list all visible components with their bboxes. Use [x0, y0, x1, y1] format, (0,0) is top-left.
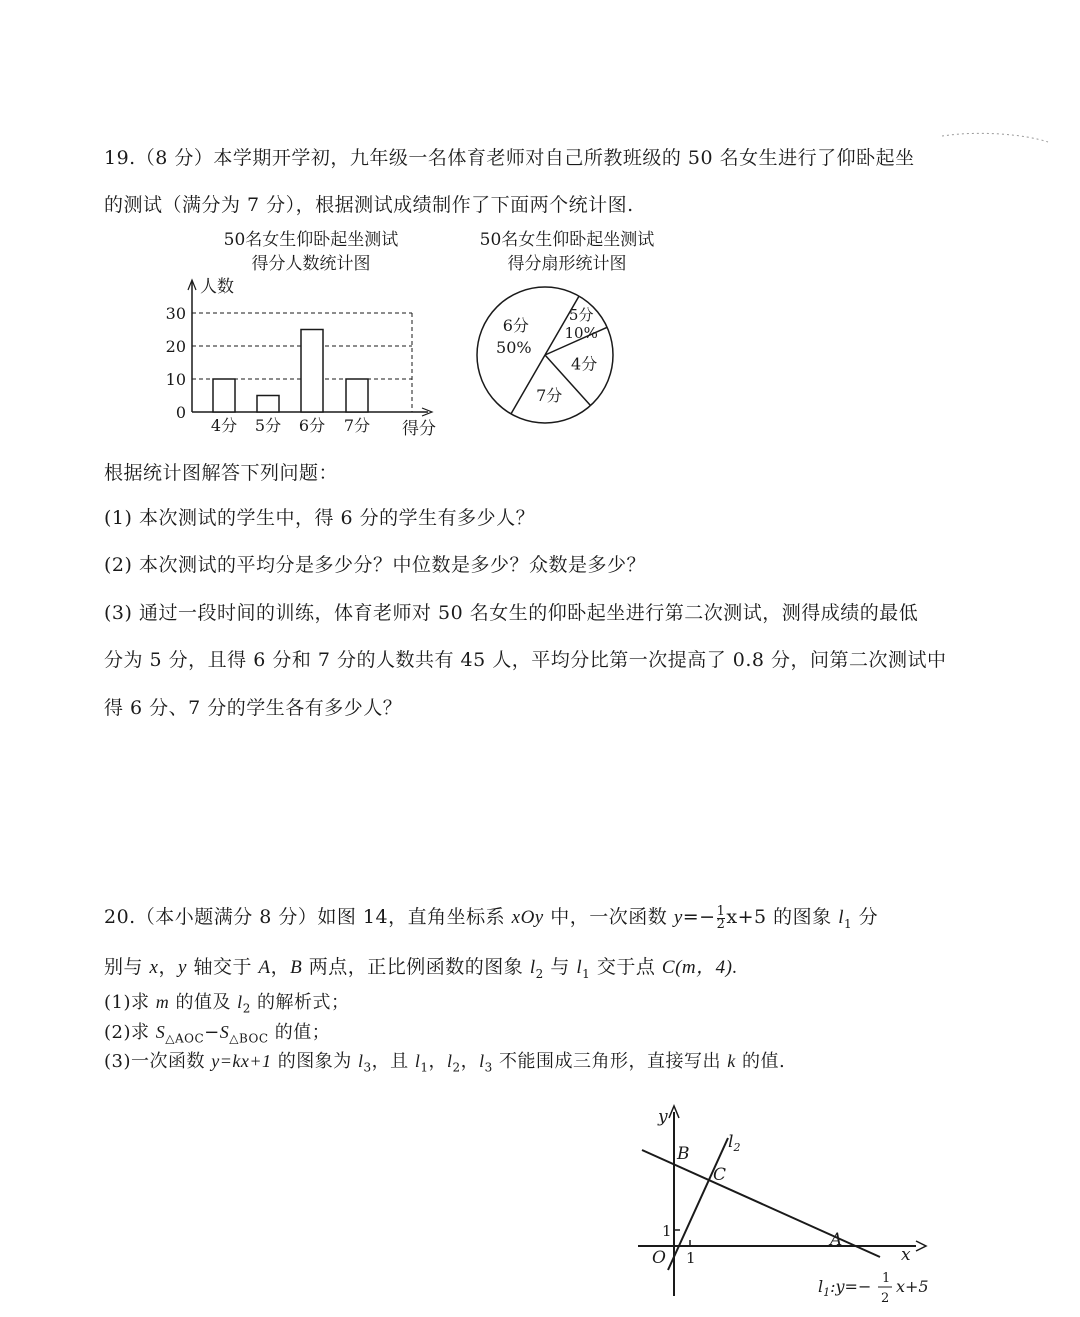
q20-l2-letter: l — [529, 957, 536, 978]
label-origin: O — [652, 1248, 666, 1268]
q20-p1b: 的值及 — [169, 992, 238, 1013]
x-axis-arrow — [916, 1241, 926, 1251]
q20-eq-rest: x+5 — [726, 906, 767, 928]
label-x-axis: x — [901, 1245, 911, 1265]
q20-line2e: 交于点 — [590, 956, 662, 978]
q19-part3-c: 得 6 分、7 分的学生各有多少人？ — [104, 697, 403, 719]
label-l2-letter: l — [728, 1132, 734, 1152]
q19-part2: (2) 本次测试的平均分是多少分？中位数是多少？众数是多少？ — [104, 554, 646, 576]
q20-p3-sub3: 3 — [363, 1060, 372, 1075]
q20-line2b: 轴交于 — [186, 956, 259, 978]
label-one-y: 1 — [662, 1222, 672, 1240]
q20-s2: S — [219, 1022, 230, 1042]
label-l2-sub: 2 — [733, 1141, 741, 1154]
pie-title-line1: 50名女生仰卧起坐测试 — [479, 230, 655, 250]
q20-part1 — [104, 988, 350, 1016]
figure-14 — [620, 1100, 950, 1310]
label-point-c: C — [713, 1165, 727, 1185]
q20-p2a: (2)求 — [104, 1022, 156, 1043]
label-l1-frac-den: 2 — [881, 1291, 890, 1306]
q20-p1-l: l — [237, 992, 243, 1012]
y-tick-10: 10 — [165, 370, 186, 389]
q20-s1: S — [155, 1022, 166, 1042]
x-axis-label: 得分 — [402, 419, 436, 439]
pie-pct-6: 50% — [496, 338, 532, 357]
q20-head-mid: 中，一次函数 — [543, 906, 674, 928]
bar-title-line2: 得分人数统计图 — [251, 254, 371, 274]
label-l1-sub: 1 — [823, 1286, 831, 1299]
q20-p1c: 的解析式； — [250, 992, 350, 1013]
q20-line2c: 两点，正比例函数的图象 — [302, 956, 530, 978]
q20-p3a: (3)一次函数 — [104, 1051, 212, 1072]
q20-p3b: 的图象为 — [271, 1051, 358, 1072]
q20-part3 — [104, 1047, 785, 1075]
q20-p2b: 的值； — [268, 1022, 331, 1043]
y-axis-label: 人数 — [200, 277, 234, 297]
pie-label-4: 4分 — [571, 354, 598, 374]
x-tick-5分: 5分 — [254, 416, 282, 435]
q20-p1-sub: 2 — [242, 1001, 251, 1016]
q20-head: 20.（本小题满分 8 分）如图 14，直角坐标系 — [104, 906, 512, 928]
q20-comma1: ， — [158, 956, 178, 978]
q20-line1 — [104, 902, 878, 931]
label-l1-eq — [818, 1277, 871, 1299]
q20-A: A — [258, 957, 271, 978]
q20-fraction — [716, 903, 726, 932]
q20-x: x — [149, 957, 159, 978]
q20-p3e: 的值. — [735, 1051, 786, 1072]
pie-chart-title — [462, 228, 672, 276]
q20-k: k — [727, 1051, 736, 1071]
label-l1-frac-num: 1 — [882, 1271, 891, 1286]
q20-frac-den: 2 — [716, 916, 726, 932]
y-tick-0: 0 — [175, 403, 186, 422]
q20-B: B — [290, 957, 303, 978]
q20-p3-l1: l — [414, 1051, 421, 1071]
x-tick-7分: 7分 — [343, 416, 371, 435]
q20-l1: l — [838, 907, 844, 928]
y-tick-30: 30 — [165, 304, 186, 323]
y-tick-20: 20 — [165, 337, 186, 356]
q20-p3eq: y=kx+1 — [211, 1051, 272, 1071]
line-l1 — [642, 1150, 880, 1257]
x-tick-4分: 4分 — [210, 416, 238, 435]
q20-xoy: xOy — [511, 907, 544, 928]
label-l1-letter: l — [818, 1277, 824, 1296]
q20-p3-l2: l — [446, 1051, 453, 1071]
pie-chart — [470, 285, 630, 435]
q20-eq-y: y — [673, 907, 683, 928]
bar-chart-title — [206, 228, 416, 276]
q20-p3-sub2: 2 — [452, 1060, 461, 1075]
q20-p3-sub3b: 3 — [484, 1060, 493, 1075]
label-l1-eq-b: x+5 — [896, 1277, 929, 1296]
q20-line2d: 与 — [543, 956, 577, 978]
q20-line2 — [104, 952, 738, 981]
pie-title-line2: 得分扇形统计图 — [507, 254, 627, 274]
label-one-x: 1 — [686, 1249, 696, 1267]
q20-part2 — [104, 1018, 330, 1046]
pie-pct-5: 10% — [564, 324, 598, 343]
q20-frac-num: 1 — [716, 903, 726, 919]
q20-y: y — [178, 957, 187, 978]
q20-m: m — [155, 992, 170, 1012]
q20-p3-comma2: ， — [460, 1051, 480, 1072]
q20-head-tail: 的图象 — [766, 906, 839, 928]
bar-5分 — [257, 396, 279, 413]
q20-minus: − — [204, 1022, 220, 1043]
q20-comma2: ， — [270, 956, 291, 978]
q20-l1-letter: l — [576, 957, 583, 978]
q20-line2a: 别与 — [104, 956, 150, 978]
q20-p3c: ，且 — [371, 1051, 415, 1072]
pie-label-5: 5分 — [568, 306, 594, 325]
q20-p3-comma1: ， — [428, 1051, 447, 1072]
q19-intro: 根据统计图解答下列问题： — [104, 462, 339, 484]
q20-p3-l3: l — [357, 1051, 364, 1071]
q20-p3d: 不能围成三角形，直接写出 — [492, 1051, 728, 1072]
q19-part3-b: 分为 5 分，且得 6 分和 7 分的人数共有 45 人，平均分比第一次提高了 0.8 分，问第二次测试中 — [104, 649, 947, 671]
label-y-axis: y — [658, 1107, 668, 1127]
scan-smudge — [940, 128, 1050, 148]
bar-title-line1: 50名女生仰卧起坐测试 — [223, 230, 399, 250]
label-l2 — [728, 1132, 740, 1154]
label-point-a: A — [830, 1230, 843, 1250]
q20-l2-sub: 2 — [535, 966, 544, 981]
q19-line1: 19.（8 分）本学期开学初，九年级一名体育老师对自己所教班级的 50 名女生进行了仰卧起坐 — [104, 147, 915, 169]
q20-eq-minus: =− — [682, 906, 716, 928]
q19-part1: (1) 本次测试的学生中，得 6 分的学生有多少人？ — [104, 507, 536, 529]
q19-line2: 的测试（满分为 7 分），根据测试成绩制作了下面两个统计图. — [104, 194, 634, 216]
pie-label-6: 6分 — [502, 316, 529, 335]
label-l1-eq-a: :y=− — [830, 1277, 872, 1296]
q20-p1a: (1)求 — [104, 992, 156, 1013]
bar-6分 — [301, 330, 323, 413]
bar-chart — [150, 270, 450, 445]
q20-l1-sub2: 1 — [582, 966, 591, 981]
q20-sub-boc: △BOC — [229, 1031, 269, 1046]
q20-point-c: C(m，4). — [661, 957, 738, 978]
q20-head-end: 分 — [852, 906, 879, 928]
pie-label-7: 7分 — [536, 385, 563, 405]
q20-l1-sub: 1 — [844, 916, 853, 931]
q20-sub-aoc: △AOC — [165, 1031, 205, 1046]
label-point-b: B — [677, 1144, 690, 1164]
x-tick-6分: 6分 — [298, 416, 326, 435]
bar-7分 — [346, 379, 368, 412]
q20-p3-sub1: 1 — [420, 1060, 429, 1075]
q20-p3-l3b: l — [479, 1051, 485, 1071]
bar-4分 — [213, 379, 235, 412]
q19-part3-a: (3) 通过一段时间的训练，体育老师对 50 名女生的仰卧起坐进行第二次测试，测得成绩的最低 — [104, 602, 919, 624]
